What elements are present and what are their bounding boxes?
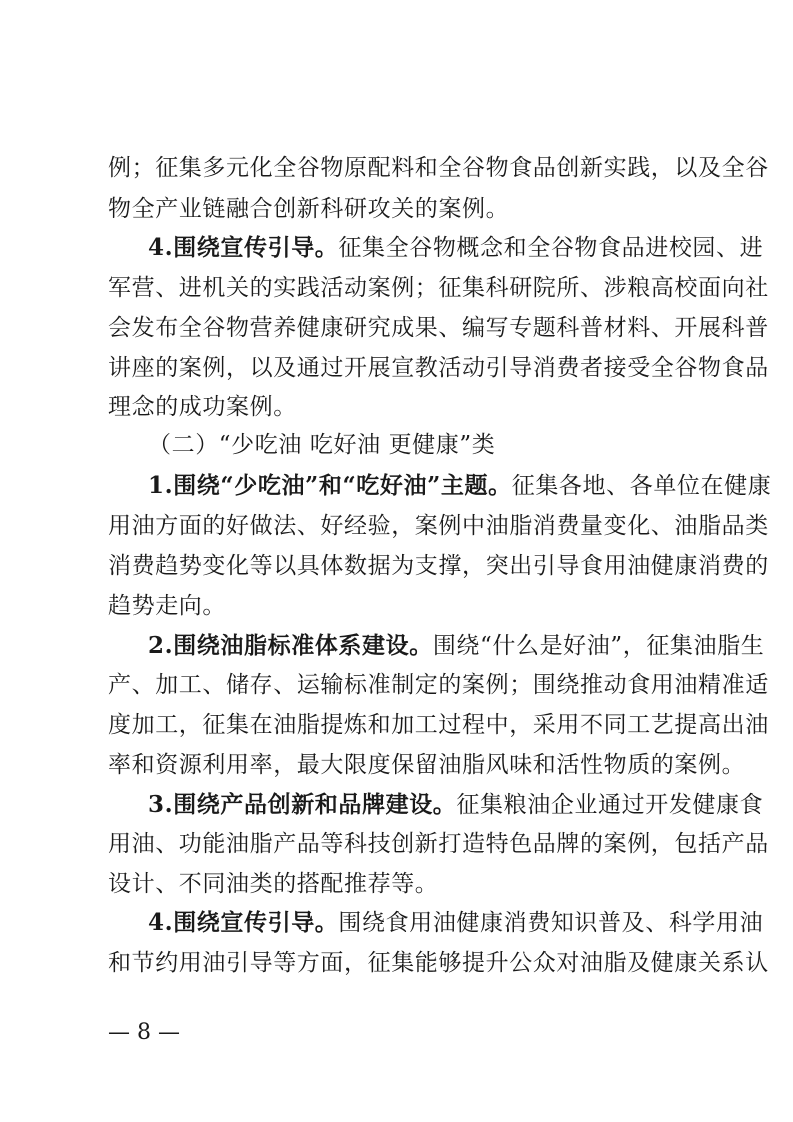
paragraph-first-line [148, 233, 764, 263]
paragraph-text: 围绕食用油健康消费知识普及、科学用油 [338, 910, 764, 936]
paragraph-line: 趋势走向。 [108, 593, 226, 619]
paragraph-line: 产、加工、储存、运输标准制定的案例；围绕推动食用油精准适 [108, 672, 769, 698]
paragraph-text: 征集粮油企业通过开发健康食 [456, 792, 764, 818]
paragraph-first-line [148, 908, 764, 938]
page-number: — 8 — [108, 1020, 180, 1045]
paragraph-line: 和节约用油引导等方面，征集能够提升公众对油脂及健康关系认 [108, 950, 769, 976]
paragraph-line: 军营、进机关的实践活动案例；征集科研院所、涉粮高校面向社 [108, 275, 769, 301]
paragraph-line: 用油方面的好做法、好经验，案例中油脂消费量变化、油脂品类 [108, 513, 769, 539]
paragraph-text: 征集全谷物概念和全谷物食品进校园、进 [338, 235, 764, 261]
paragraph-heading: 4.围绕宣传引导。 [148, 909, 339, 936]
paragraph-first-line [148, 631, 765, 661]
paragraph-line: 率和资源利用率，最大限度保留油脂风味和活性物质的案例。 [108, 752, 746, 778]
paragraph-first-line [148, 471, 772, 501]
paragraph-line: 例；征集多元化全谷物原配料和全谷物食品创新实践，以及全谷 [108, 155, 769, 181]
paragraph-line: 用油、功能油脂产品等科技创新打造特色品牌的案例，包括产品 [108, 831, 769, 857]
paragraph-text: 围绕“什么是好油”，征集油脂生 [432, 633, 765, 659]
paragraph-text: 征集各地、各单位在健康 [511, 473, 772, 499]
paragraph-line: 设计、不同油类的搭配推荐等。 [108, 871, 439, 897]
paragraph-line: 理念的成功案例。 [108, 394, 297, 420]
paragraph-heading: 2.围绕油脂标准体系建设。 [148, 632, 433, 659]
paragraph-line: 会发布全谷物营养健康研究成果、编写专题科普材料、开展科普 [108, 315, 769, 341]
paragraph-line: 消费趋势变化等以具体数据为支撑，突出引导食用油健康消费的 [108, 553, 769, 579]
paragraph-line: 讲座的案例，以及通过开展宣教活动引导消费者接受全谷物食品 [108, 355, 769, 381]
section-heading: （二）“少吃油 吃好油 更健康”类 [148, 432, 496, 458]
paragraph-heading: 1.围绕“少吃油”和“吃好油”主题。 [148, 472, 512, 499]
paragraph-first-line [148, 790, 764, 820]
paragraph-line: 度加工，征集在油脂提炼和加工过程中，采用不同工艺提高出油 [108, 712, 769, 738]
paragraph-heading: 4.围绕宣传引导。 [148, 234, 339, 261]
paragraph-line: 物全产业链融合创新科研攻关的案例。 [108, 196, 510, 222]
paragraph-heading: 3.围绕产品创新和品牌建设。 [148, 791, 457, 818]
